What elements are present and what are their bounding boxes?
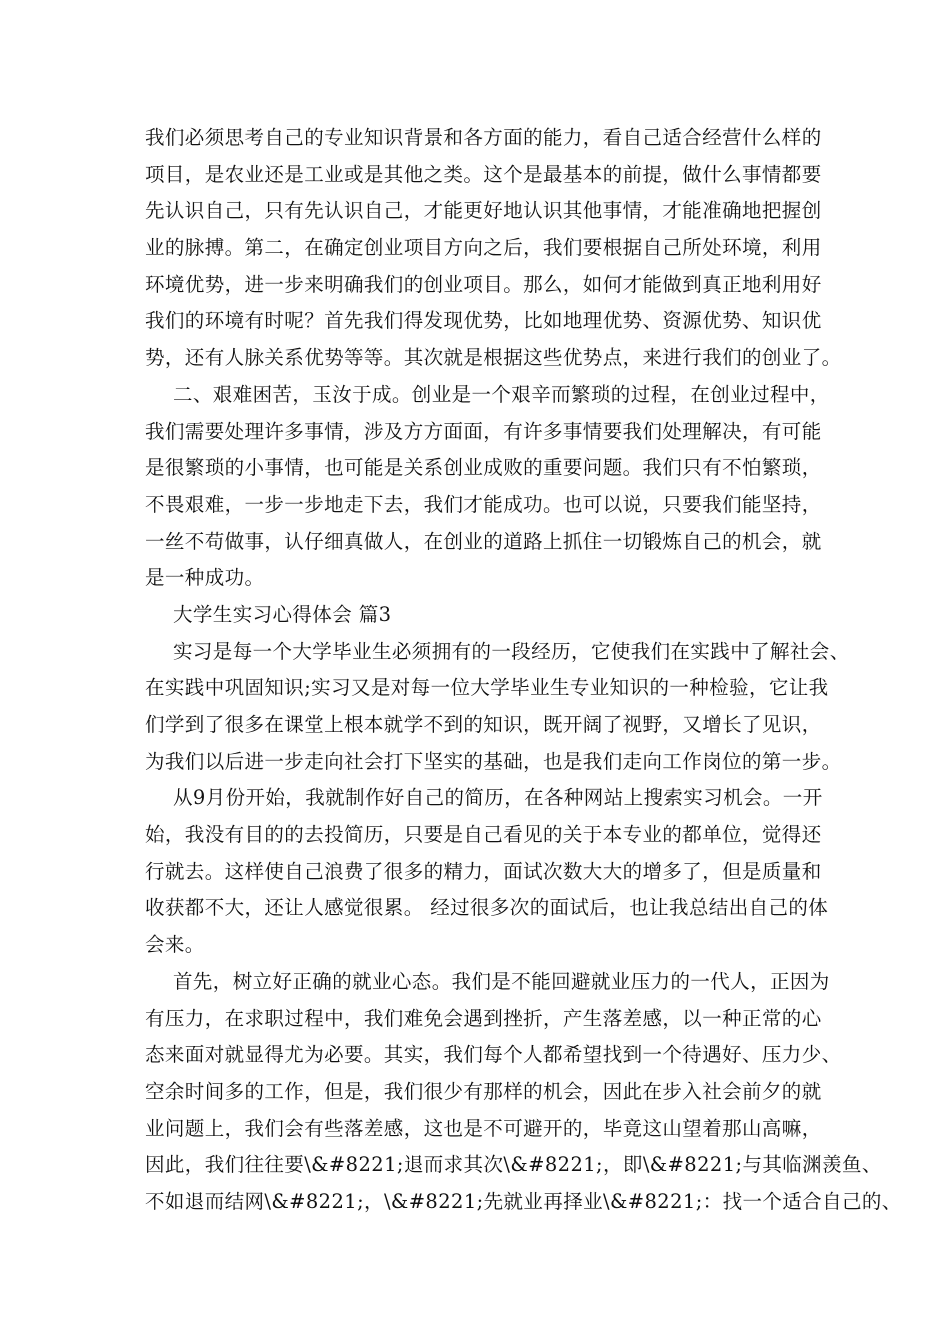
text-line: 是很繁琐的小事情，也可能是关系创业成败的重要问题。我们只有不怕繁琐，: [145, 456, 822, 480]
text-line: 不如退而结网\&#8221;，\&#8221;先就业再择业\&#8221;：找一个适合自己的、: [145, 1189, 902, 1213]
text-line: 大学生实习心得体会 篇3: [173, 602, 392, 626]
text-line: 在实践中巩固知识;实习又是对每一位大学毕业生专业知识的一种检验，它让我: [145, 676, 829, 700]
text-line: 实习是每一个大学毕业生必须拥有的一段经历，它使我们在实践中了解社会、: [173, 639, 850, 663]
text-line: 始，我没有目的的去投简历，只要是自己看见的关于本专业的都单位，觉得还: [145, 823, 822, 847]
text-line: 我们的环境有时呢？首先我们得发现优势，比如地理优势、资源优势、知识优: [145, 309, 822, 333]
text-line: 业的脉搏。第二，在确定创业项目方向之后，我们要根据自己所处环境，利用: [145, 236, 822, 260]
text-line: 我们需要处理许多事情，涉及方方面面，有许多事情要我们处理解决，有可能: [145, 419, 822, 443]
text-line: 先认识自己，只有先认识自己，才能更好地认识其他事情，才能准确地把握创: [145, 199, 822, 223]
text-line: 环境优势，进一步来明确我们的创业项目。那么，如何才能做到真正地利用好: [145, 272, 822, 296]
text-line: 二、艰难困苦，玉汝于成。创业是一个艰辛而繁琐的过程，在创业过程中，: [173, 382, 830, 406]
text-line: 势，还有人脉关系优势等等。其次就是根据这些优势点，来进行我们的创业了。: [145, 346, 842, 370]
document-body: [145, 120, 902, 1221]
text-line: 业问题上，我们会有些落差感，这也是不可避开的，毕竟这山望着那山高嘛，: [145, 1116, 822, 1140]
text-line: 态来面对就显得尤为必要。其实，我们每个人都希望找到一个待遇好、压力少、: [145, 1043, 842, 1067]
text-line: 是一种成功。: [145, 566, 265, 590]
text-line: 收获都不大，还让人感觉很累。 经过很多次的面试后，也让我总结出自己的体: [145, 896, 829, 920]
text-line: 首先，树立好正确的就业心态。我们是不能回避就业压力的一代人，正因为: [173, 969, 830, 993]
text-line: 会来。: [145, 933, 205, 957]
text-line: 我们必须思考自己的专业知识背景和各方面的能力，看自己适合经营什么样的: [145, 126, 822, 149]
text-line: 项目，是农业还是工业或是其他之类。这个是最基本的前提，做什么事情都要: [145, 162, 822, 186]
text-line: 行就去。这样使自己浪费了很多的精力，面试次数大大的增多了，但是质量和: [145, 859, 822, 883]
text-line: 从9月份开始，我就制作好自己的简历，在各种网站上搜索实习机会。一开: [173, 786, 823, 810]
text-line: 一丝不苟做事，认仔细真做人，在创业的道路上抓住一切锻炼自己的机会，就: [145, 529, 822, 553]
text-line: 有压力，在求职过程中，我们难免会遇到挫折，产生落差感，以一种正常的心: [145, 1006, 822, 1030]
text-line: 空余时间多的工作，但是，我们很少有那样的机会，因此在步入社会前夕的就: [145, 1079, 822, 1103]
text-line: 为我们以后进一步走向社会打下坚实的基础，也是我们走向工作岗位的第一步。: [145, 749, 842, 773]
text-line: 不畏艰难，一步一步地走下去，我们才能成功。也可以说，只要我们能坚持，: [145, 492, 822, 516]
text-line: 们学到了很多在课堂上根本就学不到的知识，既开阔了视野，又增长了见识，: [145, 713, 822, 736]
text-line: 因此，我们往往要\&#8221;退而求其次\&#8221;，即\&#8221;与其临渊羡鱼、: [145, 1153, 882, 1177]
